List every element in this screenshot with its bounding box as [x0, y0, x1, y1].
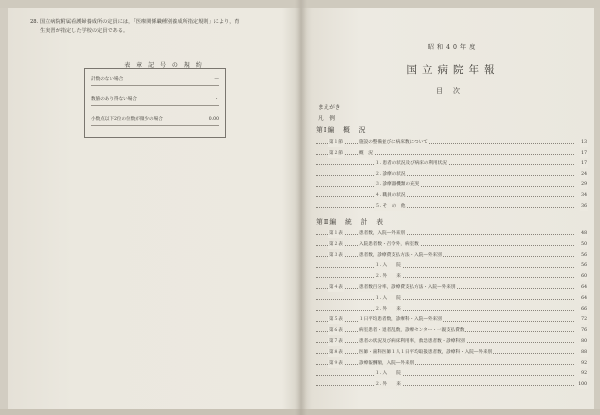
leader-dots: [316, 234, 574, 235]
toc-entry-number: 第５表: [329, 317, 343, 323]
toc-entry: [316, 316, 588, 324]
symbols-box: [84, 68, 226, 138]
toc-entry-page: 36: [581, 203, 587, 209]
toc-part-2: 第Ⅱ編 統 計 表: [316, 218, 384, 226]
toc-entry-page: 48: [581, 231, 587, 236]
toc-entry-number: 第２表: [329, 241, 343, 247]
report-year: 昭和40年度: [427, 44, 479, 51]
symbol-label: 数値のあり得ない場合: [91, 97, 137, 102]
toc-entry-number: 第６表: [329, 328, 343, 334]
book-gutter: [295, 0, 307, 415]
footnote-line-2: 生実習が指定した学校の定員である。: [40, 28, 129, 34]
leader-dots: [316, 375, 574, 376]
leader-dots: [316, 385, 574, 386]
toc-entry-number: 第１節: [329, 140, 343, 145]
toc-entry-number: 第２節: [329, 150, 343, 156]
leader-dots: [316, 364, 574, 365]
toc-entry-title: 診療報酬額，入院—外来別: [359, 360, 415, 366]
symbol-row: [91, 95, 219, 106]
toc-entry-title: １. 入 院: [375, 295, 401, 301]
toc-entry: [316, 252, 588, 260]
toc-entry: [316, 273, 588, 281]
toc-entry-title: 患者の状況及び病床利用率，救急患者数・診療科別: [359, 339, 465, 344]
toc-entry-title: １. 入 院: [375, 263, 401, 269]
toc-entry-title: ２. 診療の状況: [375, 171, 406, 177]
toc-entry: [316, 306, 588, 314]
symbol-label: 小数点以下2位の位数が微少の場合: [91, 117, 163, 122]
toc-entry-page: 17: [581, 161, 587, 167]
toc-entry: [316, 150, 588, 158]
toc-entry-number: 第４表: [329, 285, 343, 290]
toc-entry-title: 患者数，診療費支払方法・入院—外来別: [359, 252, 442, 258]
toc-entry-page: 50: [581, 241, 587, 247]
toc-entry-page: 29: [581, 182, 587, 188]
toc-entry-page: 66: [581, 306, 587, 312]
symbol-label: 計数のない場合: [91, 77, 124, 82]
toc-entry: [316, 192, 588, 200]
leader-dots: [316, 196, 574, 197]
leader-dots: [316, 321, 574, 322]
toc-entry: [316, 230, 588, 238]
toc-part-1: 第Ⅰ編 概 況: [316, 126, 367, 134]
symbol-value: —: [214, 77, 219, 82]
leader-dots: [316, 310, 574, 311]
toc-entry: [316, 327, 588, 335]
toc-entry: [316, 181, 588, 189]
toc-entry-title: 患者数，入院—外来別: [359, 231, 405, 236]
symbol-row: [91, 75, 219, 86]
toc-entry: [316, 160, 588, 168]
toc-entry-title: ２. 外 来: [375, 274, 401, 280]
toc-entry: [316, 171, 588, 179]
toc-entry-title: １日平均患者数，診療科・入院—外来別: [359, 317, 442, 323]
toc-entry-page: 34: [581, 193, 587, 198]
footnote: [30, 18, 292, 36]
toc-entry-page: 56: [581, 252, 587, 258]
toc-entry-page: 56: [581, 263, 587, 269]
toc-entry-title: 施設の整備並びに病床数について: [359, 140, 428, 145]
symbol-value: 0.00: [208, 117, 219, 122]
toc-entry-page: 13: [581, 140, 587, 145]
toc-entry-page: 24: [581, 171, 587, 177]
page-edge-left: [0, 0, 8, 415]
toc-entry-page: 92: [581, 360, 587, 366]
toc-entry-title: ５. そ の 他: [375, 203, 406, 209]
toc-entry: [316, 241, 588, 249]
leader-dots: [316, 154, 574, 155]
symbol-row: [91, 115, 219, 126]
leader-dots: [316, 207, 574, 208]
toc-entry-page: 60: [581, 274, 587, 280]
toc-entry: [316, 370, 588, 378]
toc-entry-page: 17: [581, 150, 587, 156]
toc-entry-number: 第９表: [329, 360, 343, 366]
toc-entry-title: ２. 外 来: [375, 382, 401, 388]
toc-entry-number: 第８表: [329, 349, 343, 355]
toc-entry: [316, 338, 588, 346]
toc-entry-number: 第３表: [329, 252, 343, 258]
toc-entry: [316, 284, 588, 292]
leader-dots: [316, 186, 574, 187]
toc-entry-title: 病室患者・退者乱数，診療センター・一親支払費数: [359, 328, 465, 334]
toc-entry-number: 第７表: [329, 339, 343, 344]
symbol-value: ・: [214, 97, 219, 102]
toc-entry-title: ４. 職員の状況: [375, 193, 406, 198]
toc-entry-page: 92: [581, 371, 587, 377]
leader-dots: [316, 299, 574, 300]
toc-entry-page: 80: [581, 339, 587, 344]
toc-entry-title: 医師・歯科医師１人１日平均取扱患者数，診療科・入院—外来別: [359, 349, 493, 355]
toc-heading: 目次: [436, 87, 470, 95]
leader-dots: [316, 277, 574, 278]
toc-preface: まえがき: [318, 105, 341, 111]
leader-dots: [316, 175, 574, 176]
leader-dots: [316, 245, 574, 246]
toc-entry-page: 64: [581, 295, 587, 301]
toc-notes: 凡 例: [318, 116, 335, 122]
toc-entry-title: 概 況: [359, 150, 373, 156]
toc-entry-page: 100: [578, 382, 587, 388]
toc-entry: [316, 349, 588, 357]
toc-entry: [316, 203, 588, 211]
toc-entry-title: 入院患者数・召令外，病室数: [359, 241, 419, 247]
page-title: 国立病院年報: [406, 64, 500, 76]
toc-entry-title: 患者数百分率，診療費支払方法・入院—外来別: [359, 285, 456, 290]
footnote-line-1: 28. 国立病院附属看護婦養成所の定員には，「医療関係職種別養成所指定規則」により，育: [30, 19, 240, 25]
toc-entry: [316, 139, 588, 147]
leader-dots: [316, 267, 574, 268]
toc-entry: [316, 360, 588, 368]
toc-entry-title: １. 入 院: [375, 371, 401, 377]
toc-entry: [316, 381, 588, 389]
toc-entry-page: 76: [581, 328, 587, 334]
symbols-title: 表 章 記 号 の 規 約: [124, 62, 204, 69]
toc-entry-page: 64: [581, 285, 587, 290]
toc-entry-page: 88: [581, 349, 587, 355]
leader-dots: [316, 256, 574, 257]
leader-dots: [316, 143, 574, 144]
toc-entry-title: １. 患者の状況及び病床の利用状況: [375, 161, 447, 167]
toc-entry: [316, 262, 588, 270]
toc-entry-number: 第１表: [329, 231, 343, 236]
toc-entry-title: ３. 診療器機類の充実: [375, 182, 420, 188]
toc-entry-page: 72: [581, 317, 587, 323]
page-edge-right: [594, 0, 600, 415]
toc-entry: [316, 295, 588, 303]
toc-entry-title: ２. 外 来: [375, 306, 401, 312]
